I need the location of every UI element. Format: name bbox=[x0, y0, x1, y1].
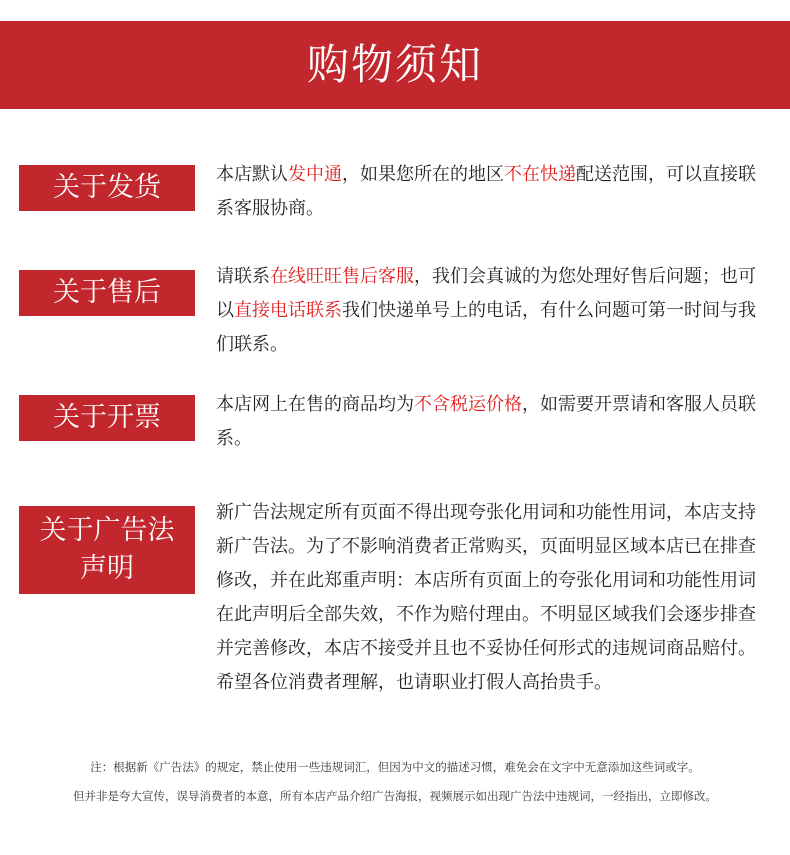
page-title: 购物须知 bbox=[306, 40, 483, 89]
invoice-highlight: 不含税运价格 bbox=[414, 394, 522, 415]
header-banner bbox=[0, 21, 790, 109]
after-sales-text-seg: 我们快递单号上的电话，有什么问题可第一时间与我们联系。 bbox=[216, 300, 756, 355]
after-sales-label-text: 关于售后 bbox=[53, 277, 161, 308]
shipping-text bbox=[216, 158, 756, 226]
ad-law-label bbox=[19, 506, 195, 594]
shipping-label-text: 关于发货 bbox=[53, 172, 161, 203]
after-sales-highlight: 在线旺旺售后客服 bbox=[270, 266, 414, 287]
after-sales-label bbox=[19, 270, 195, 316]
shipping-text-seg: 配送范围，可以直接联系客服协商。 bbox=[216, 164, 756, 219]
invoice-text-seg: 本店网上在售的商品均为 bbox=[216, 394, 414, 415]
ad-law-label-line2: 声明 bbox=[80, 553, 134, 584]
footer-note-line2: 但并非是夸大宣传，误导消费者的本意，所有本店产品介绍广告海报，视频展示如出现广告法中违规词，一经指出，立即修改。 bbox=[73, 789, 717, 803]
shipping-label bbox=[19, 165, 195, 211]
shipping-text-seg: 本店默认 bbox=[216, 164, 288, 185]
after-sales-text-seg: 请联系 bbox=[216, 266, 270, 287]
shipping-highlight: 发中通 bbox=[288, 164, 342, 185]
after-sales-text-seg: ，我们会真诚的为您处理好售后问题；也可以 bbox=[216, 266, 756, 321]
ad-law-text bbox=[216, 496, 756, 700]
invoice-text-seg: ，如需要开票请和客服人员联系。 bbox=[216, 394, 756, 449]
shipping-highlight: 不在快递 bbox=[504, 164, 576, 185]
after-sales-text bbox=[216, 260, 756, 362]
invoice-label-text: 关于开票 bbox=[53, 402, 161, 433]
invoice-text bbox=[216, 388, 756, 456]
ad-law-label-line1: 关于广告法 bbox=[39, 515, 175, 546]
after-sales-highlight: 直接电话联系 bbox=[234, 300, 342, 321]
shipping-text-seg: ，如果您所在的地区 bbox=[342, 164, 504, 185]
ad-law-text-seg: 新广告法规定所有页面不得出现夸张化用词和功能性用词，本店支持新广告法。为了不影响消费者正常购买，页面明显区域本店已在排查修改，并在此郑重声明：本店所有页面上的夸张化用词和功能性用词在此声明后全部失效，不作为赔付理由。不明显区域我们会逐步排查并完善修改，本店不接受并且也不妥协任何形式的违规词商品赔付。希望各位消费者理解，也请职业打假人高抬贵手。 bbox=[216, 502, 756, 693]
invoice-label bbox=[19, 395, 195, 441]
footer-note-line1: 注：根据新《广告法》的规定，禁止使用一些违规词汇，但因为中文的描述习惯，难免会在文字中无意添加这些词或字。 bbox=[90, 760, 700, 774]
